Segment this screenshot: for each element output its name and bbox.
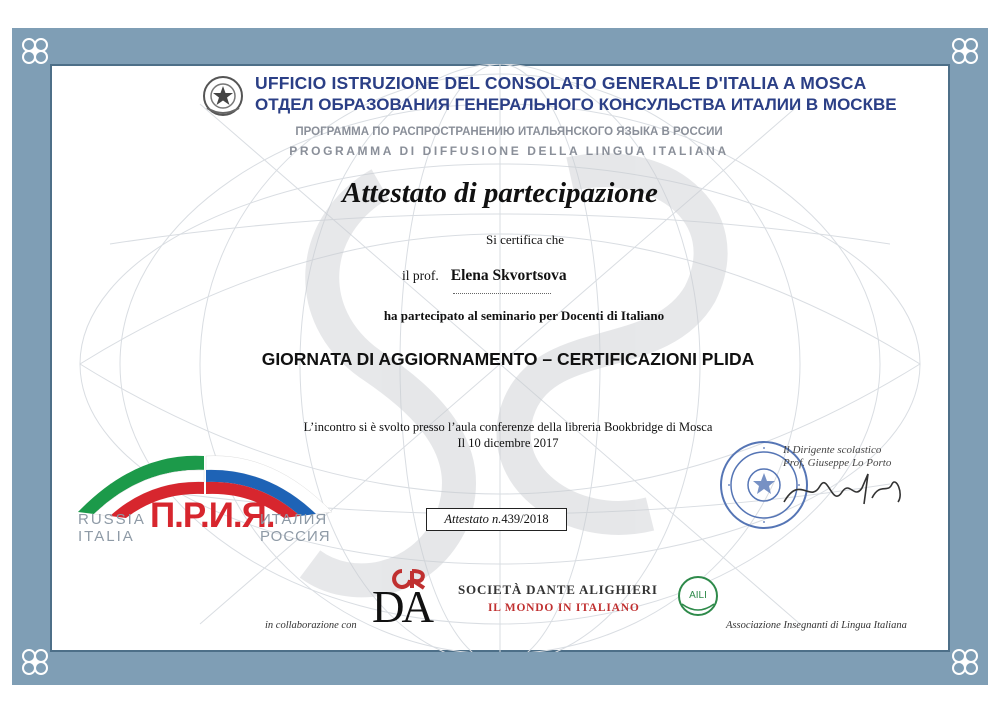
recipient-row — [402, 267, 567, 285]
prija-right-line2: РОССИЯ — [260, 528, 331, 545]
dante-society-name: SOCIETÀ DANTE ALIGHIERI — [458, 582, 658, 597]
aili-short-text: AILI — [689, 590, 707, 601]
italian-republic-emblem-icon — [201, 74, 245, 118]
office-title-russian: ОТДЕЛ ОБРАЗОВАНИЯ ГЕНЕРАЛЬНОГО КОНСУЛЬСТВА ИТАЛИИ В МОСКВЕ — [255, 95, 897, 114]
ornament-top-left-icon — [18, 34, 52, 68]
signatory-name: Prof. Giuseppe Lo Porto — [783, 457, 892, 469]
ornament-bottom-left-icon — [18, 645, 52, 679]
prija-left-line1: RUSSIA — [78, 511, 146, 528]
handwritten-signature — [780, 464, 910, 512]
prija-left-line2: ITALIA — [78, 528, 135, 545]
event-location: L’incontro si è svolto presso l’aula conferenze della libreria Bookbridge di Mosca — [303, 420, 713, 434]
aili-full-name: Associazione Insegnanti di Lingua Italiana — [726, 620, 907, 631]
name-dotted-line — [453, 293, 551, 294]
certificate-title: Attestato di partecipazione — [342, 177, 658, 209]
certificate-number-box — [426, 508, 567, 531]
program-title-russian: ПРОГРАММА ПО РАСПРОСТРАНЕНИЮ ИТАЛЬЯНСКОГО ЯЗЫКА В РОССИИ — [295, 126, 723, 138]
event-title: GIORNATA DI AGGIORNAMENTO – CERTIFICAZIONI PLIDA — [261, 349, 755, 369]
signatory-role: Il Dirigente scolastico — [783, 444, 882, 456]
participation-line: ha partecipato al seminario per Docenti di Italiano — [383, 308, 665, 323]
certificate-sheet — [50, 64, 950, 652]
certifies-line: Si certifica che — [486, 232, 564, 247]
prof-label: il prof. — [402, 268, 439, 283]
recipient-name: Elena Skvortsova — [450, 267, 567, 284]
program-title-italian: PROGRAMMA DI DIFFUSIONE DELLA LINGUA ITALIANA — [289, 144, 729, 158]
office-title-italian: UFFICIO ISTRUZIONE DEL CONSOLATO GENERALE D'ITALIA A MOSCA — [255, 73, 867, 93]
ornament-bottom-right-icon — [948, 645, 982, 679]
collaboration-label: in collaborazione con — [265, 620, 357, 631]
dante-da-logo: DA — [372, 582, 431, 632]
certificate-number-value: 439/2018 — [501, 512, 549, 526]
dante-society-motto: IL MONDO IN ITALIANO — [488, 602, 640, 614]
event-date: Il 10 dicembre 2017 — [457, 436, 559, 450]
prija-wordmark: П.Р.И.Я. — [150, 496, 275, 535]
ornament-top-right-icon — [948, 34, 982, 68]
aili-logo-icon — [676, 574, 720, 628]
certificate-number-label: Attestato n. — [444, 512, 502, 526]
prija-right-line1: ИТАЛИЯ — [260, 511, 328, 528]
